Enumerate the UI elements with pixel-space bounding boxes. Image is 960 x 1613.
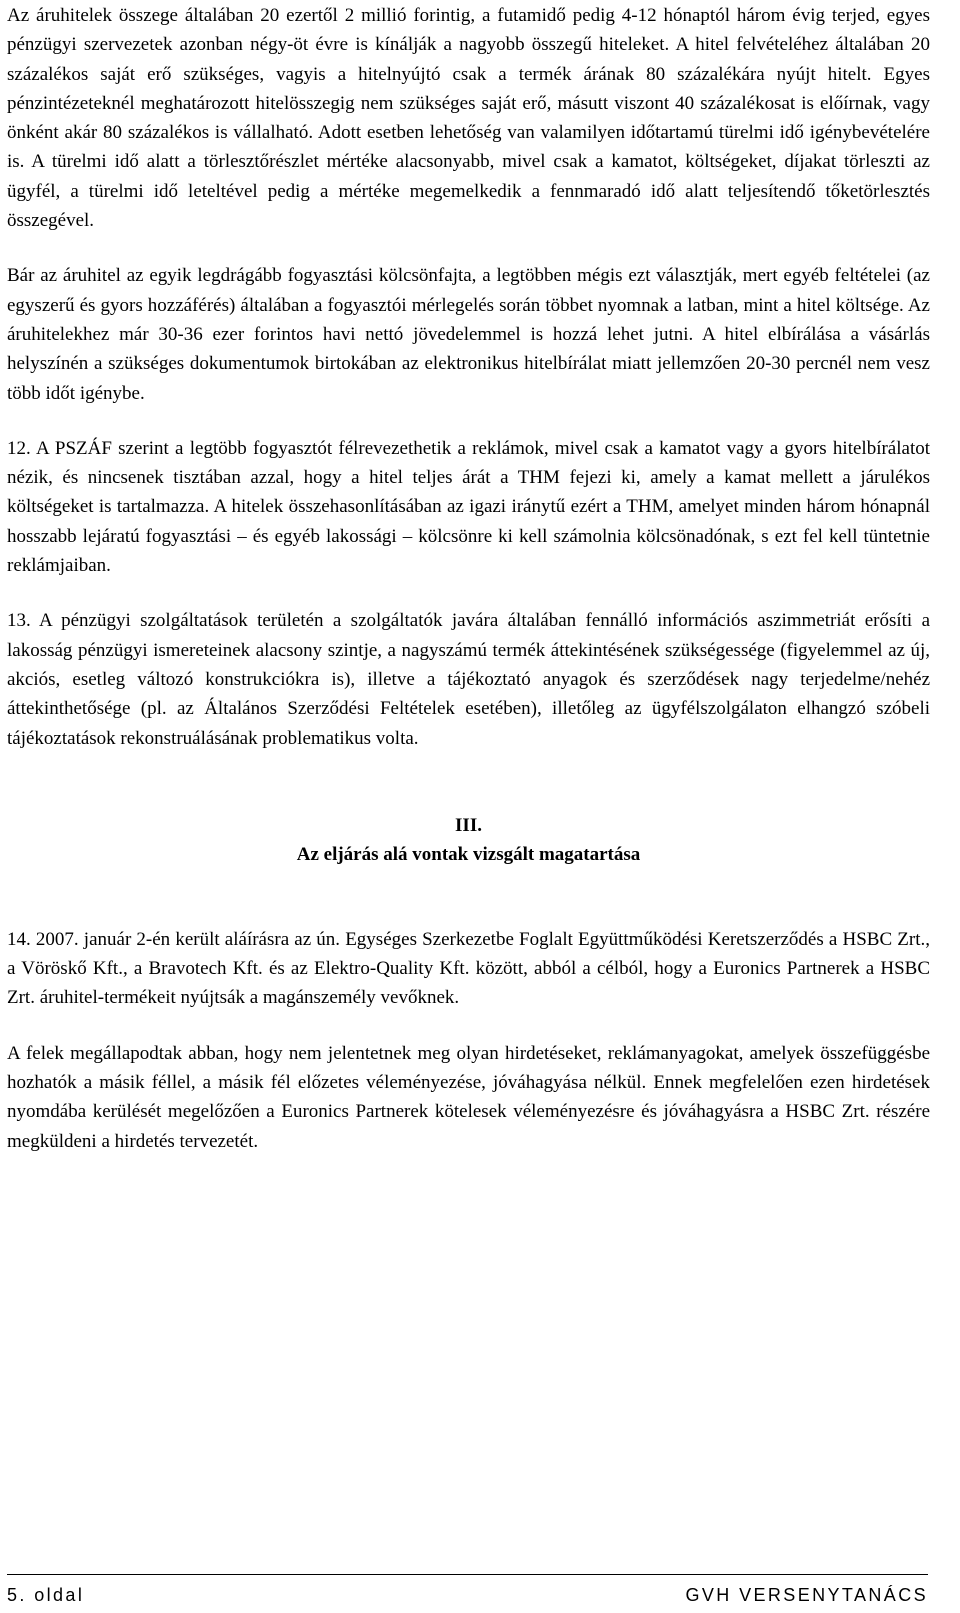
page-footer [7, 1581, 928, 1611]
footer-divider [7, 1574, 928, 1575]
paragraph-agreement: A felek megállapodtak abban, hogy nem jelentetnek meg olyan hirdetéseket, reklámanyagokat, amelyek összefüggésbe hozhatók a másik féllel, a másik fél előzetes véleményezése, jóváhagyása nélkül. Ennek megfelelően ezen hirdetések nyomdába kerülését megelőzően a Euronics Partnerek kötelesek véleményezésre és jóváhagyásra a HSBC Zrt. részére megküldeni a hirdetés tervezetét. [7, 1042, 930, 1152]
paragraph-12: 12. A PSZÁF szerint a legtöbb fogyasztót félrevezethetik a reklámok, mivel csak a kamatot vagy a gyors hitelbírálatot nézik, és nincsenek tisztában azzal, hogy a hitel teljes árát a THM fejezi ki, amely a kamat mellett a járulékos költségeket is tartalmazza. A hitelek összehasonlításában az igazi iránytű ezért a THM, amelyet minden három hónapnál hosszabb lejáratú fogyasztási – és egyéb lakossági – kölcsönre ki kell számolnia kölcsönadónak, s ezt fel kell tüntetnie reklámjaiban. [7, 437, 930, 577]
paragraph-consumer-choice: Bár az áruhitel az egyik legdrágább fogyasztási kölcsönfajta, a legtöbben mégis ezt választják, mert egyéb feltételei (az egyszerű és gyors hozzáférés) általában a fogyasztói mérlegelés során többet nyomnak a latban, mint a hitel költsége. Az áruhitelekhez már 30-36 ezer forintos havi nettó jövedelemmel is hozzá lehet jutni. A hitel elbírálása a vásárlás helyszínén a szükséges dokumentumok birtokában az elektronikus hitelbírálat miatt jellemzően 20-30 percnél nem vesz több időt igénybe. [7, 265, 930, 404]
organization-label: GVH VERSENYTANÁCS [685, 1585, 928, 1605]
page-number: 5. oldal [7, 1585, 85, 1605]
paragraph-13: 13. A pénzügyi szolgáltatások területén a szolgáltatók javára általában fennálló információs aszimmetriát erősíti a lakosság pénzügyi ismereteinek alacsony szintje, a nagyszámú termék áttekintésének szükségessége (figyelemmel az új, akciós, esetleg változó konstrukciókra is), illetve a tájékoztató anyagok és szerződések nagy terjedelme/nehéz áttekinthetősége (pl. az Általános Szerződési Feltételek esetében), illetőleg az ügyfélszolgálaton elhangzó szóbeli tájékoztatások rekonstruálásának problematikus volta. [7, 610, 930, 749]
section-heading [7, 811, 930, 869]
document-page [7, 0, 930, 1613]
document-body [7, 1, 930, 1156]
paragraph-14: 14. 2007. január 2-én került aláírásra az ún. Egységes Szerkezetbe Foglalt Együttműködési Keretszerződés a HSBC Zrt., a Vöröskő Kft., a Bravotech Kft. és az Elektro-Quality Kft. között, abból a célból, hogy a Euronics Partnerek a HSBC Zrt. áruhitel-termékeit nyújtsák a magánszemély vevőknek. [7, 928, 930, 1009]
section-title: Az eljárás alá vontak vizsgált magatartása [296, 843, 641, 865]
section-numeral: III. [455, 814, 482, 836]
paragraph-loan-terms: Az áruhitelek összege általában 20 ezertől 2 millió forintig, a futamidő pedig 4-12 hónaptól három évig terjed, egyes pénzügyi szervezetek azonban négy-öt évre is kínálják a nagyobb összegű hiteleket. A hitel felvételéhez általában 20 százalékos saját erő szükséges, vagyis a hitelnyújtó csak a termék árának 80 százalékára nyújt hitelt. Egyes pénzintézeteknél meghatározott hitelösszegig nem szükséges saját erő, másutt viszont 40 százalékosat is előírnak, vagy önként akár 80 százalékos is vállalható. Adott esetben lehetőség van valamilyen időtartamú türelmi idő igénybevételére is. A türelmi idő alatt a törlesztőrészlet mértéke alacsonyabb, mivel csak a kamatot, költségeket, díjakat törleszti az ügyfél, a türelmi idő leteltével pedig a mértéke megemelkedik a fennmaradó idő alatt teljesítendő tőketörlesztés összegével. [7, 5, 930, 232]
